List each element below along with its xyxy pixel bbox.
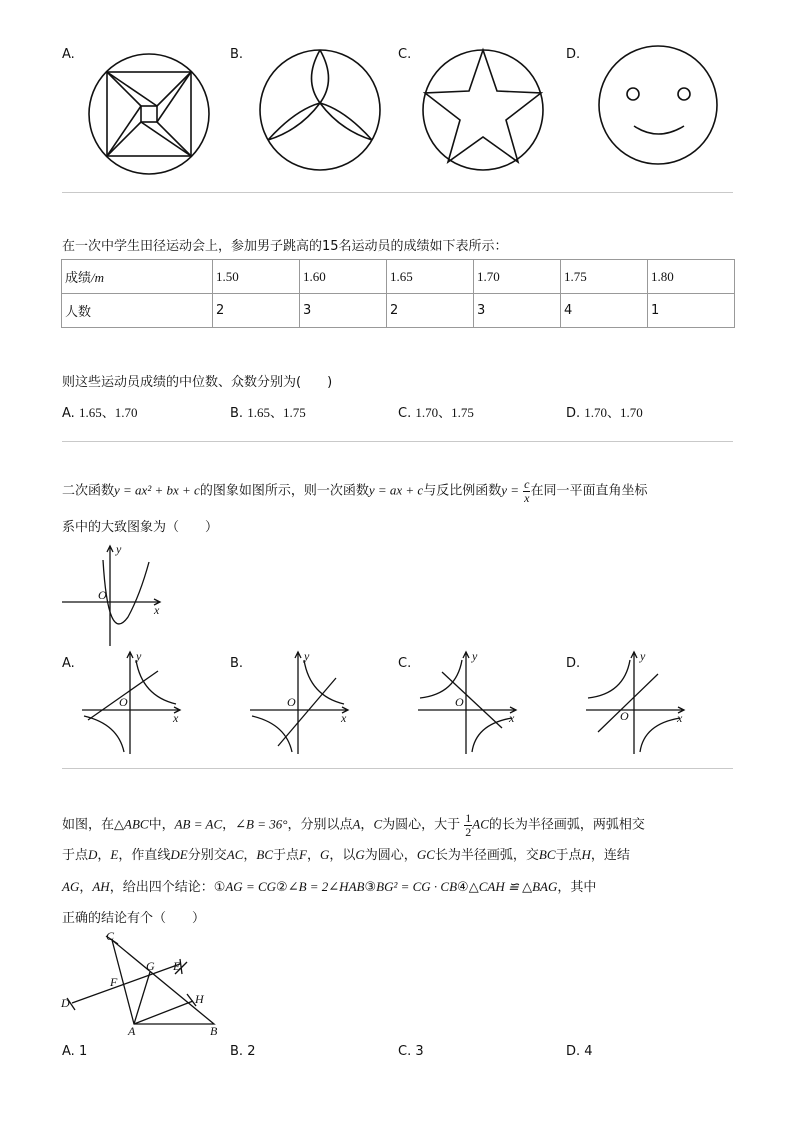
q3-option-b-label[interactable]: B. [230, 656, 244, 671]
point-label: E [173, 959, 181, 973]
divider [62, 768, 733, 769]
q1-figure-a [80, 50, 220, 180]
q2-question: 则这些运动员成绩的中位数、众数分别为( ) [62, 375, 333, 390]
axis-x-label: x [509, 711, 515, 725]
q3-option-d-graph [584, 648, 694, 758]
q4-stem-line4: 正确的结论有个（ ） [62, 911, 206, 926]
table-header-cell: 人数 [62, 294, 213, 328]
point-label: F [110, 975, 118, 989]
divider [62, 441, 733, 442]
q1-figure-d [596, 40, 726, 180]
table-cell: 4 [561, 294, 648, 328]
q3-option-c-label[interactable]: C. [398, 656, 412, 671]
axis-y-label: y [472, 649, 478, 663]
divider [62, 192, 733, 193]
axis-y-label: y [640, 649, 646, 663]
q3-stem-line2: 系中的大致图象为（ ） [62, 520, 219, 535]
table-row [62, 294, 735, 328]
score-table [61, 259, 735, 328]
q3-stem-line1: 二次函数y = ax² + bx + c的图象如图所示，则一次函数y = ax + c与反比例函数y = $\frac{c}{x}$ 在同一平面直角坐标 [62, 477, 648, 505]
table-cell: 3 [300, 294, 387, 328]
q1-option-a-label[interactable]: A. [62, 47, 75, 62]
axis-y-label: y [116, 542, 122, 556]
q2-option-b[interactable]: B. 1.65、1.75 [230, 405, 306, 421]
q3-option-d-label[interactable]: D. [566, 656, 581, 671]
q3-parabola-graph [60, 540, 170, 650]
table-cell: 1.80 [648, 260, 735, 294]
table-cell: 1 [648, 294, 735, 328]
q2-option-d[interactable]: D. 1.70、1.70 [566, 405, 643, 421]
point-label: D [61, 996, 70, 1010]
axis-x-label: x [677, 711, 683, 725]
q1-option-d-label[interactable]: D. [566, 47, 581, 62]
table-cell: 1.65 [387, 260, 474, 294]
q3-option-a-graph [80, 648, 190, 758]
q2-option-c[interactable]: C. 1.70、1.75 [398, 405, 474, 421]
q2-stem: 在一次中学生田径运动会上，参加男子跳高的15名运动员的成绩如下表所示： [62, 239, 508, 254]
q1-figure-c [418, 40, 548, 180]
table-cell: 1.50 [213, 260, 300, 294]
table-cell: 1.75 [561, 260, 648, 294]
q1-figure-b [255, 40, 385, 180]
axis-y-label: y [136, 649, 142, 663]
origin-label: O [119, 695, 128, 709]
q4-stem-line3: AG，AH，给出四个结论：①AG = CG②∠B = 2∠HAB③BG² = CG · CB④△CAH ≌ △BAG，其中 [62, 879, 597, 895]
q3-option-b-graph [248, 648, 358, 758]
q1-option-c-label[interactable]: C. [398, 47, 412, 62]
q3-option-c-graph [416, 648, 526, 758]
origin-label: O [455, 695, 464, 709]
table-cell: 3 [474, 294, 561, 328]
table-cell: 2 [387, 294, 474, 328]
q4-stem-line1: 如图，在△ABC中，AB = AC，∠B = 36°，分别以点A，C为圆心，大于 $\frac{1}{2}$ AC的长为半径画弧，两弧相交 [62, 811, 645, 839]
point-label: C [106, 929, 115, 943]
point-label: A [128, 1024, 136, 1038]
q4-option-d[interactable]: D. 4 [566, 1044, 593, 1059]
q3-fraction: $\frac{c}{x}$ [524, 477, 530, 505]
point-label: B [210, 1024, 218, 1038]
table-header-cell: 成绩/m [62, 260, 213, 294]
q4-fraction: $\frac{1}{2}$ [465, 811, 472, 839]
q4-option-a[interactable]: A. 1 [62, 1044, 88, 1059]
q3-option-a-label[interactable]: A. [62, 656, 75, 671]
point-label: G [146, 959, 155, 973]
q2-option-a[interactable]: A. 1.65、1.70 [62, 405, 138, 421]
origin-label: O [620, 709, 629, 723]
axis-x-label: x [154, 603, 160, 617]
origin-label: O [98, 588, 107, 602]
q4-option-c[interactable]: C. 3 [398, 1044, 424, 1059]
q4-option-b[interactable]: B. 2 [230, 1044, 256, 1059]
table-cell: 2 [213, 294, 300, 328]
q4-triangle-figure [58, 928, 228, 1038]
axis-x-label: x [173, 711, 179, 725]
table-cell: 1.70 [474, 260, 561, 294]
axis-x-label: x [341, 711, 347, 725]
table-row [62, 260, 735, 294]
point-label: H [195, 992, 204, 1006]
q4-stem-line2: 于点D，E，作直线DE分别交AC，BC于点F，G，以G为圆心，GC长为半径画弧，交BC于点H，连结 [62, 847, 630, 863]
table-cell: 1.60 [300, 260, 387, 294]
q1-option-b-label[interactable]: B. [230, 47, 244, 62]
axis-y-label: y [304, 649, 310, 663]
origin-label: O [287, 695, 296, 709]
